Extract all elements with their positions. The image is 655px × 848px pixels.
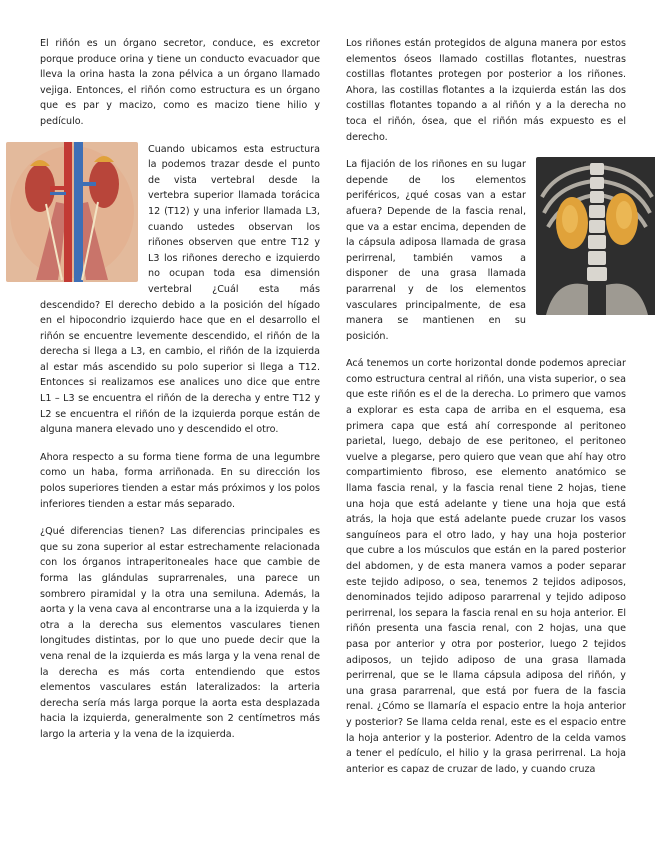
- kidney-xray-illustration: [536, 157, 655, 315]
- paragraph-kidney-differences: ¿Qué diferencias tienen? Las diferencias principales es que su zona superior al estar estrechamente relacionada con los órganos intraperitoneales hace que cambie de forma las glándulas suprarrenales, una parece un sombrero piramidal y la otra una semiluna. Además, la aorta y la vena cava al encontrarse una a la izquierda y la otra a la derecha sus elementos vasculares tienen longitudes distintas, por lo que uno puede decir que la vena renal de la izquierda es más larga y la vena renal de la derecha es más corta entendiendo que estos elementos vasculares están lateralizados: la arteria derecha sería más larga porque la aorta esta desplazada hacia la izquierda, generalmente son 2 centímetros más largo la arteria y la vena de la izquierda.: [40, 526, 320, 740]
- kidney-anatomy-illustration: [6, 142, 138, 282]
- right-column: [346, 36, 626, 789]
- paragraph-kidney-fixation: La fijación de los riñones en su lugar depende de los elementos periféricos, ¿qué cosas van a estar afuera? Depende de la fascia renal, que va a estar encima, dependen de la cápsula adiposa llamada de grasa perirrenal, también vamos a disponer de una grasa llamada pararrenal y de los elementos vasculares principalmente, de esa manera se mantienen en su posición.: [346, 157, 626, 344]
- left-column: [40, 36, 320, 755]
- paragraph-kidney-shape: Ahora respecto a su forma tiene forma de una legumbre como un haba, forma arriñonada. En su dirección los polos superiores tienden a estar más próximos y los polos inferiores tienden a estar más separado.: [40, 451, 320, 510]
- paragraph-vertebral-location: Cuando ubicamos esta estructura la podemos trazar desde el punto de vista vertebral desde la vertebra superior llamada torácica 12 (T12) y una inferior llamada L3, cuando ustedes observan los riñones observen que entre T12 y L3 los riñones derecho e izquierdo no ocupan toda esa dimensión vertebral ¿Cuál esta más descendido? El derecho debido a la posición del hígado en el hipocondrio izquierdo hace que en el desarrollo el riñón se encuentre levemente descendido, el riñón de la derecha si llega a L3, en cambio, el riñón de la izquierda al estar más ascendido su polo superior si llega a T12. Entonces si realizamos ese analices uno dice que entre L1 – L3 se encuentra el riñón de la derecha y entre T12 y L2 se encuentra el riñón de la izquierda porque están de alguna manera elevado uno y descendido el otro.: [40, 142, 320, 438]
- paragraph-floating-ribs: Los riñones están protegidos de alguna manera por estos elementos óseos llamado costillas flotantes, nuestras costillas flotantes protegen por posterior a los riñones. Ahora, las costillas flotantes a la izquierda están las dos costillas flotantes topando a al riñón y a la derecha no toca el riñón, ósea, que el riñón más expuesto es el derecho.: [346, 38, 626, 143]
- paragraph-horizontal-section: Acá tenemos un corte horizontal donde podemos apreciar como estructura central al riñón, una vista superior, o sea que este riñón es el de la derecha. Lo primero que vamos a explorar es esta capa de arriba en el esquema, esa primera capa que está ahí corresponde al peritoneo parietal, luego, debajo de ese peritoneo, el peritoneo vuelve a plegarse, pero quiero que vean que ahí hay otro compartimiento fibroso, ese elemento anatómico se llama fascia renal, y la fascia renal tiene 2 hojas, tiene una hoja que está adelante y tiene una hoja que está atrás, la hoja que está adelante puede cruzar los vasos sanguíneos para el otro lado, y hay una hoja posterior que cubre a los músculos que están en la pared posterior del abdomen, y de esta manera vamos a poder separar este tejido adiposo, o sea, tenemos 2 tejidos adiposos, denominados tejido adiposo pararrenal y tejido adiposo perirrenal, los separa la fascia renal en su hoja anterior. El riñón presenta una fascia renal, con 2 hojas, una que pasa por anterior y otra por posterior, luego 2 tejidos adiposos, un tejido adiposo de una grasa llamada perirrenal, que se le llama cápsula adiposa del riñón, y una grasa pararrenal, que está por fuera de la fascia renal. ¿Cómo se llamaría el espacio entre la hoja anterior y posterior? Se llama celda renal, este es el espacio entre la hoja anterior y la posterior. Adentro de la celda vamos a tener el pedículo, el hilio y la grasa perirrenal. La hoja anterior es capaz de cruzar de lado, y cuando cruza: [346, 358, 626, 775]
- paragraph-kidney-definition: El riñón es un órgano secretor, conduce, es excretor porque produce orina y tiene un conducto evacuador que lleva la orina hasta la zona pélvica a un órgano llamado vejiga. Entonces, el riñón como estructura es un órgano que es par y macizo, como es macizo tiene hilio y pedículo.: [40, 38, 320, 127]
